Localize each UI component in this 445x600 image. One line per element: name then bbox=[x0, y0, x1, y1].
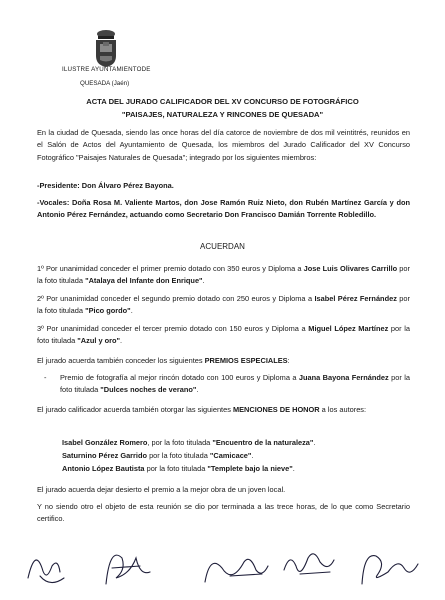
honor-mention-name: Isabel González Romero bbox=[62, 438, 148, 447]
third-prize-text: 3º Por unanimidad conceder el tercer premio dotado con 150 euros y Diploma a bbox=[37, 324, 309, 333]
special-prizes-text: El jurado acuerda también conceder los siguientes bbox=[37, 356, 205, 365]
special-prize-text: Premio de fotografía al mejor rincón dotado con 100 euros y Diploma a bbox=[60, 373, 299, 382]
second-prize-end: . bbox=[130, 306, 133, 316]
third-prize-winner: Miguel López Martínez bbox=[308, 324, 389, 333]
special-prize-item bbox=[44, 372, 410, 397]
honor-mention-mid: por la foto titulada bbox=[144, 464, 208, 473]
document-title: ACTA DEL JURADO CALIFICADOR DEL XV CONCURSO DE FOTOGRÁFICO bbox=[86, 97, 359, 106]
honor-mention-end: . bbox=[292, 464, 295, 473]
honor-mention-mid: por la foto titulada bbox=[147, 451, 210, 460]
third-prize-mid: por la foto titulada bbox=[37, 324, 410, 346]
third-prize-photo: "Azul y oro" bbox=[77, 336, 121, 346]
list-dash: - bbox=[44, 373, 47, 382]
special-prize-winner: Juana Bayona Fernández bbox=[298, 373, 389, 382]
special-prize-end: . bbox=[196, 385, 199, 395]
acuerdan-heading: ACUERDAN bbox=[200, 242, 245, 251]
signature-1 bbox=[28, 560, 64, 583]
vocales-paragraph: -Vocales: Doña Rosa M. Valiente Martos, don Jose Ramón Ruiz Nieto, don Rubén Martínez García y don Antonio Pérez Fernández, actuando como Secretario Don Francisco Damián Torrente Robledillo. bbox=[37, 198, 410, 220]
president-line: -Presidente: Don Álvaro Pérez Bayona. bbox=[37, 181, 174, 190]
honor-mentions-text: El jurado calificador acuerda también otorgar las siguientes bbox=[37, 405, 233, 414]
honor-mention-photo: "Templete bajo la nieve" bbox=[207, 464, 293, 473]
coat-of-arms-icon bbox=[92, 28, 120, 68]
signatures bbox=[0, 528, 445, 600]
honor-mention-name: Antonio López Bautista bbox=[62, 464, 145, 473]
honor-mentions-end: a los autores: bbox=[319, 405, 367, 414]
honor-mention-end: . bbox=[251, 451, 254, 460]
first-prize-winner: Jose Luis Olivares Carrillo bbox=[303, 264, 398, 273]
honor-mention-end: . bbox=[313, 438, 316, 447]
special-prizes-colon: : bbox=[287, 356, 290, 365]
first-prize-photo: "Atalaya del Infante don Enrique" bbox=[85, 276, 203, 286]
second-prize-mid: por la foto titulada bbox=[37, 294, 410, 316]
honor-mentions-intro bbox=[37, 404, 410, 416]
closing-paragraph: Y no siendo otro el objeto de esta reunión se dio por terminada a las trece horas, de lo que como Secretario certifico. bbox=[37, 502, 410, 524]
honor-mention-item bbox=[62, 464, 295, 473]
third-prize-paragraph bbox=[37, 323, 410, 348]
signature-3 bbox=[205, 559, 268, 582]
special-prize-mid: por la foto titulada bbox=[60, 373, 410, 395]
honor-mention-item bbox=[62, 438, 315, 447]
honor-mention-photo: "Encuentro de la naturaleza" bbox=[212, 438, 314, 447]
second-prize-text: 2º Por unanimidad conceder el segundo premio dotado con 250 euros y Diploma a bbox=[37, 294, 315, 303]
first-prize-text: 1º Por unanimidad conceder el primer premio dotado con 350 euros y Diploma a bbox=[37, 264, 304, 273]
second-prize-paragraph bbox=[37, 293, 410, 318]
first-prize-mid: por la foto titulada bbox=[37, 264, 410, 286]
special-prize-photo: "Dulces noches de verano" bbox=[100, 385, 197, 395]
first-prize-paragraph bbox=[37, 263, 410, 288]
honor-mentions-heading: MENCIONES DE HONOR bbox=[232, 405, 320, 414]
second-prize-photo: "Pico gordo" bbox=[85, 306, 131, 316]
intro-paragraph: En la ciudad de Quesada, siendo las once horas del día catorce de noviembre de dos mil veintitrés, reunidos en el Salón de Actos del Ayuntamiento de Quesada, los miembros del Jurado Calificador del XV Concurso Fotográfico "Paisajes Naturales de Quesada"; integrado por los siguientes miembros: bbox=[37, 128, 410, 162]
honor-mention-photo: "Camicace" bbox=[209, 451, 252, 460]
signature-5 bbox=[362, 556, 418, 584]
signature-2 bbox=[106, 555, 150, 584]
first-prize-end: . bbox=[202, 276, 205, 286]
deserted-prize-paragraph: El jurado acuerda dejar desierto el premio a la mejor obra de un joven local. bbox=[37, 485, 286, 494]
honor-mention-name: Saturnino Pérez Garrido bbox=[62, 451, 148, 460]
organization-location: QUESADA (Jaén) bbox=[80, 80, 130, 87]
signature-4 bbox=[284, 554, 334, 574]
special-prizes-heading: PREMIOS ESPECIALES bbox=[204, 356, 288, 365]
special-prizes-intro bbox=[37, 355, 410, 367]
honor-mention-mid: , por la foto titulada bbox=[147, 438, 213, 447]
third-prize-end: . bbox=[120, 336, 123, 346]
document-subtitle: "PAISAJES, NATURALEZA Y RINCONES DE QUESADA" bbox=[121, 110, 324, 119]
second-prize-winner: Isabel Pérez Fernández bbox=[314, 294, 397, 303]
honor-mention-item bbox=[62, 451, 253, 460]
organization-name: ILUSTRE AYUNTAMIENTODE bbox=[62, 66, 151, 73]
